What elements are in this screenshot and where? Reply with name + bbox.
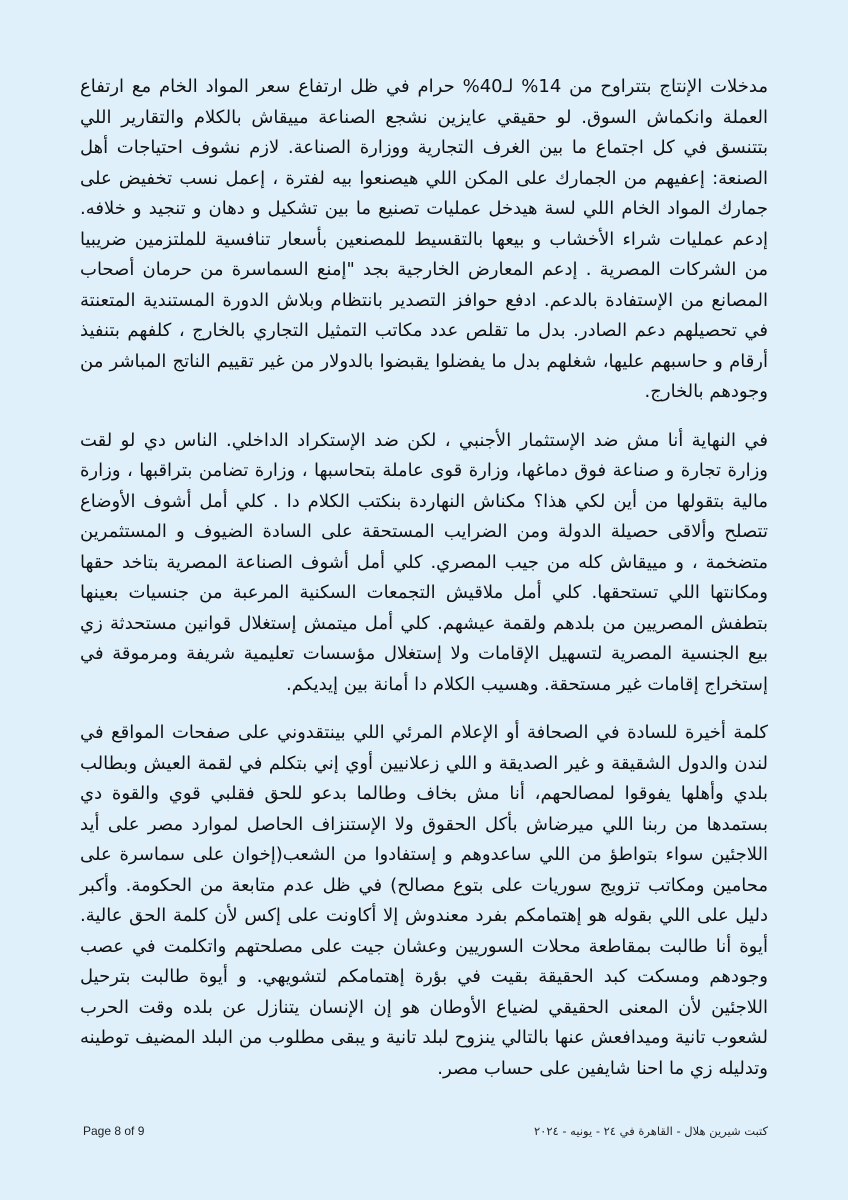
page-number: Page 8 of 9 [83,1124,145,1138]
paragraph-conclusion: في النهاية أنا مش ضد الإستثمار الأجنبي ، لكن ضد الإستكراد الداخلي. الناس دي لو لقت وزارة تجارة و صناعة فوق دماغها، وزارة قوى عاملة بتحاسبها ، وزارة تضامن بتراقبها ، وزارة مالية بتقولها من أين لكي هذا؟ مكناش النهاردة بنكتب الكلام دا . كلي أمل أشوف الأوضاع تتصلح وألاقى حصيلة الدولة ومن الضرايب المستحقة على السادة الضيوف و المستثمرين متضخمة ، و مييقاش كله من جيب المصري. كلي أمل أشوف الصناعة المصرية بتاخد حقها ومكانتها اللي تستحقها. كلي أمل ملاقيش التجمعات السكنية المرعبة من جنسيات بعينها بتطفش المصريين من بلدهم ولقمة عيشهم. كلي أمل ميتمش إستغلال قوانين مستحدثة زي بيع الجنسية المصرية لتسهيل الإقامات ولا إستغلال مؤسسات تعليمية شريفة ومرموقة في إستخراج إقامات غير مستحقة. وهسيب الكلام دا أمانة بين إيديكم. [80,429,768,695]
author-byline: كتبت شيرين هلال - القاهرة في ٢٤ - يونيه - ٢٠٢٤ [534,1124,768,1138]
paragraph-final-word: كلمة أخيرة للسادة في الصحافة أو الإعلام المرئي اللي بينتقدوني على صفحات المواقع في لندن والدول الشقيقة و غير الصديقة و اللي زعلانيين أوي إني بتكلم في لقمة العيش وبطالب بلدي وأهلها يفوقوا لمصالحهم، أنا مش بخاف وطالما بدعو للحق فقلبي قوي والقوة دي بستمدها من ربنا اللي ميرضاش بأكل الحقوق ولا الإستنزاف الحاصل لموارد مصر على أيد اللاجئين سواء بتواطؤ من اللي ساعدوهم و إستفادوا من الشعب(إخوان على سماسرة على محامين ومكاتب تزويج سوريات على بتوع مصالح) في ظل عدم متابعة من الحكومة. وأكبر دليل على اللي بقوله هو إهتمامكم بفرد معندوش إلا أكاونت على إكس لأن كلمة الحق عالية. أيوة أنا طالبت بمقاطعة محلات السوريين وعشان جيت على مصلحتهم واتكلمت في عصب وجودهم ومسكت كبد الحقيقة بقيت في بؤرة إهتمامكم لتشويهي. و أيوة طالبت بترحيل اللاجئين لأن المعنى الحقيقي لضياع الأوطان هو إن الإنسان يتنازل عن بلده وقت الحرب لشعوب تانية وميدافعش عنها بالتالي ينزوح لبلد تانية و يبقى مطلوب من البلد المضيف توطينه وتدليله زي ما احنا شايفين على حساب مصر. [80,722,768,1079]
paragraph-industry-support: مدخلات الإنتاج بتتراوح من 14% لـ40% حرام في ظل ارتفاع سعر المواد الخام مع ارتفاع العملة وانكماش السوق. لو حقيقي عايزين نشجع الصناعة مييقاش بالكلام والتقارير اللي بتتنسق في كل اجتماع ما بين الغرف التجارية ووزارة الصناعة. لازم نشوف احتياجات أهل الصنعة: إعفيهم من الجمارك على المكن اللي هيصنعوا بيه لفترة ، إعمل نسب تخفيض على جمارك المواد الخام اللي لسة هيدخل عمليات تصنيع ما بين تشكيل و دهان و تنجيد و خلافه. إدعم عمليات شراء الأخشاب و بيعها بالتقسيط للمصنعين بأسعار تنافسية للملتزمين ضريبيا من الشركات المصرية . إدعم المعارض الخارجية بجد "إمنع السماسرة من حرمان أصحاب المصانع من الإستفادة بالدعم. ادفع حوافز التصدير بانتظام وبلاش الدورة المستندية المتعنتة في تحصيلهم دعم الصادر. بدل ما تقلص عدد مكاتب التمثيل التجاري بالخارج ، كلفهم بتنفيذ أرقام و حاسبهم عليها، شغلهم بدل ما يفضلوا يقبضوا بالدولار من غير تقييم الناتج المباشر من وجودهم بالخارج. [80,76,768,402]
document-body [80,72,768,1102]
